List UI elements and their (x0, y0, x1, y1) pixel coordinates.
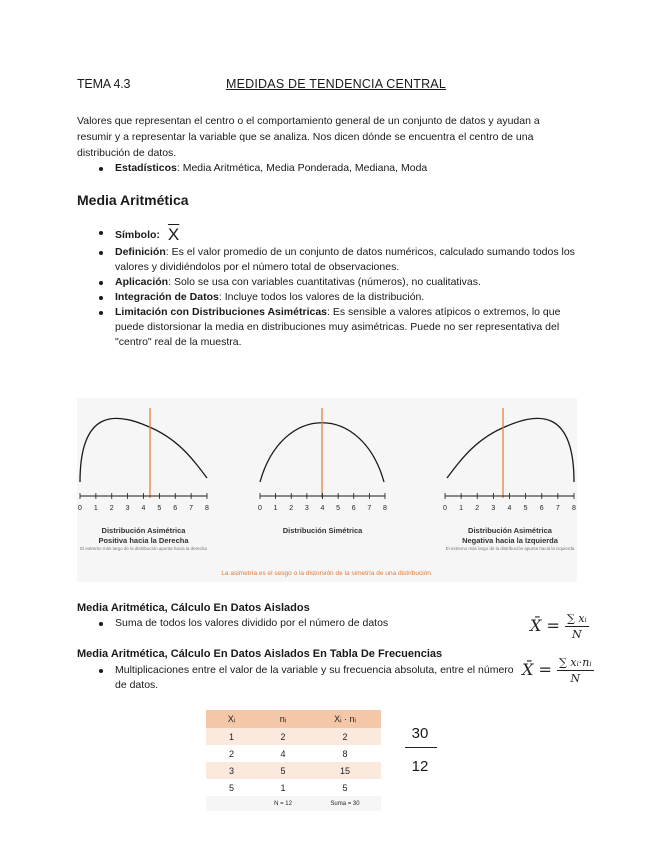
column-header: Xᵢ (206, 710, 257, 728)
table-cell: 15 (309, 762, 381, 779)
table-row (206, 779, 381, 796)
table-cell: 1 (257, 779, 309, 796)
section-heading-mean: Media Aritmética (77, 192, 189, 208)
column-header: nᵢ (257, 710, 309, 728)
result-denominator: 12 (411, 758, 429, 775)
formula-denominator: N (572, 628, 582, 641)
result-fraction (405, 725, 435, 775)
axis-tick-label: 3 (491, 505, 496, 512)
caption-subtitle: Negativa hacia la Izquierda (462, 536, 558, 545)
formula-lhs: X̄ = (530, 616, 560, 635)
axis-tick-label: 2 (289, 505, 294, 512)
axis-tick-label: 0 (443, 505, 447, 512)
table-cell: 3 (206, 762, 257, 779)
caption-symmetric (260, 526, 385, 536)
formula-frequency (522, 656, 594, 685)
bullet-text: : Incluye todos los valores de la distribución. (218, 291, 425, 303)
bullet-text: : Es sensible a valores atípicos o extremos, lo que puede distorsionar la media en distribuciones muy asimétricas. Puede no ser representativa del "centro" real de la muestra. (115, 306, 561, 348)
table-row (206, 762, 381, 779)
table-row (206, 728, 381, 745)
axis-tick-label: 5 (157, 505, 162, 512)
frequency-description (77, 663, 517, 693)
table-cell: 8 (309, 745, 381, 762)
caption-title: Distribución Asimétrica (101, 526, 186, 535)
bullet-label: Símbolo (115, 229, 157, 241)
axis-tick-label: 1 (273, 505, 278, 512)
bullet-label: Aplicación (115, 276, 169, 288)
curve-panel-positive (80, 408, 207, 498)
table-cell: 5 (309, 779, 381, 796)
column-header: Xᵢ · nᵢ (309, 710, 381, 728)
axis-tick-label: 5 (336, 505, 341, 512)
bullet-text: : Solo se usa con variables cuantitativas (números), no cualitativas. (168, 276, 481, 288)
caption-title: Distribución Asimétrica (468, 526, 552, 535)
axis-tick-label: 8 (205, 505, 209, 512)
table-cell: 1 (206, 728, 257, 745)
table-cell: 2 (206, 745, 257, 762)
table-cell (206, 796, 257, 811)
frequency-table-wrapper (206, 710, 381, 811)
list-item (77, 161, 577, 176)
axis-tick-label: 8 (572, 505, 576, 512)
list-item (77, 290, 577, 305)
axis-tick-label: 7 (555, 505, 560, 512)
bullet-label: Limitación con Distribuciones Asimétricas (115, 306, 327, 318)
topic-number: TEMA 4.3 (77, 77, 131, 91)
axis-tick-label: 6 (539, 505, 544, 512)
axis-tick-label: 7 (189, 505, 194, 512)
axis-tick-label: 6 (173, 505, 178, 512)
axis-tick-label: 8 (383, 505, 387, 512)
page-title: MEDIDAS DE TENDENCIA CENTRAL (226, 77, 446, 91)
curve-panel-negative (445, 408, 574, 498)
axis-tick-label: 1 (93, 505, 98, 512)
axis-tick-label: 1 (459, 505, 464, 512)
caption-small: El extremo más largo de la distribución apunta hacia la izquierda (445, 546, 575, 551)
bullet-label: Definición (115, 246, 166, 258)
intro-bullets (77, 161, 577, 176)
axis-tick-label: 2 (109, 505, 114, 512)
table-cell: 4 (257, 745, 309, 762)
intro-paragraph: Valores que representan el centro o el comportamiento general de un conjunto de datos y ayudan a resumir y a representar la variable que se analiza. Nos dicen dónde se encuentra el centro de una distribución de datos. (77, 115, 540, 159)
list-item: Suma de todos los valores dividido por el número de datos (77, 616, 497, 631)
formula-isolated (530, 612, 589, 641)
axis-tick-label: 4 (507, 505, 512, 512)
result-numerator: 30 (411, 725, 429, 742)
table-cell: 5 (257, 762, 309, 779)
list-item: Símbolo: $\overline{X}$ (77, 225, 577, 243)
table-row (206, 745, 381, 762)
fraction-line (405, 747, 437, 748)
bullet-text: : Es el valor promedio de un conjunto de datos numéricos, calculado sumando todos los valores y dividiéndolos por el número total de observaciones. (115, 246, 575, 273)
axis-tick-label: 0 (78, 505, 82, 512)
axis-tick-label: 3 (125, 505, 130, 512)
bullet-label: Integración de Datos (115, 291, 219, 303)
bullet-label: Estadísticos (115, 162, 177, 174)
table-cell: 2 (309, 728, 381, 745)
axis-tick-label: 7 (367, 505, 372, 512)
distribution-curves (77, 398, 577, 582)
caption-negative (445, 526, 575, 552)
table-footer-row (206, 796, 381, 811)
caption-positive (80, 526, 207, 552)
frequency-table (206, 710, 381, 811)
caption-small: El extremo más largo de la distribución apunta hacia la derecha (80, 546, 207, 551)
mean-symbol: $\overline{X}$ (167, 225, 180, 244)
axis-tick-label: 5 (523, 505, 528, 512)
curve-positive-skew (80, 418, 207, 482)
table-cell: 2 (257, 728, 309, 745)
axis-tick-label: 6 (351, 505, 356, 512)
bullet-text: : Media Aritmética, Media Ponderada, Mediana, Moda (176, 162, 428, 174)
mean-bullets (77, 225, 577, 350)
axis-tick-label: 2 (475, 505, 480, 512)
formula-numerator: ∑ xᵢ (566, 612, 587, 625)
table-cell: 5 (206, 779, 257, 796)
formula-lhs: X̄ = (522, 660, 552, 679)
section-heading-isolated: Media Aritmética, Cálculo En Datos Aislados (77, 602, 310, 614)
list-item (77, 245, 577, 275)
intro-section (77, 113, 577, 176)
curve-negative-skew (447, 418, 574, 482)
list-item (77, 275, 577, 290)
section-heading-frequency: Media Aritmética, Cálculo En Datos Aislados En Tabla De Frecuencias (77, 648, 443, 660)
list-item: Multiplicaciones entre el valor de la variable y su frecuencia absoluta, entre el número de datos. (77, 663, 517, 693)
formula-denominator: N (570, 672, 581, 685)
axis-tick-label: 4 (320, 505, 325, 512)
skewness-figure (77, 398, 577, 582)
table-header-row (206, 710, 381, 728)
curve-panel-symmetric (260, 408, 385, 498)
table-cell: Suma = 30 (309, 796, 381, 811)
isolated-description (77, 616, 497, 631)
figure-note: La asimetría es el sesgo o la distorsión de la simetría de una distribución. (221, 570, 433, 577)
list-item (77, 305, 577, 350)
axis-tick-label: 0 (258, 505, 262, 512)
axis-tick-label: 4 (141, 505, 146, 512)
caption-title: Distribución Simétrica (282, 526, 363, 535)
axis-tick-label: 3 (304, 505, 309, 512)
mean-properties (77, 225, 577, 350)
formula-numerator: ∑ xᵢ·nᵢ (558, 656, 592, 669)
caption-subtitle: Positiva hacia la Derecha (98, 536, 189, 545)
table-cell: N = 12 (257, 796, 309, 811)
